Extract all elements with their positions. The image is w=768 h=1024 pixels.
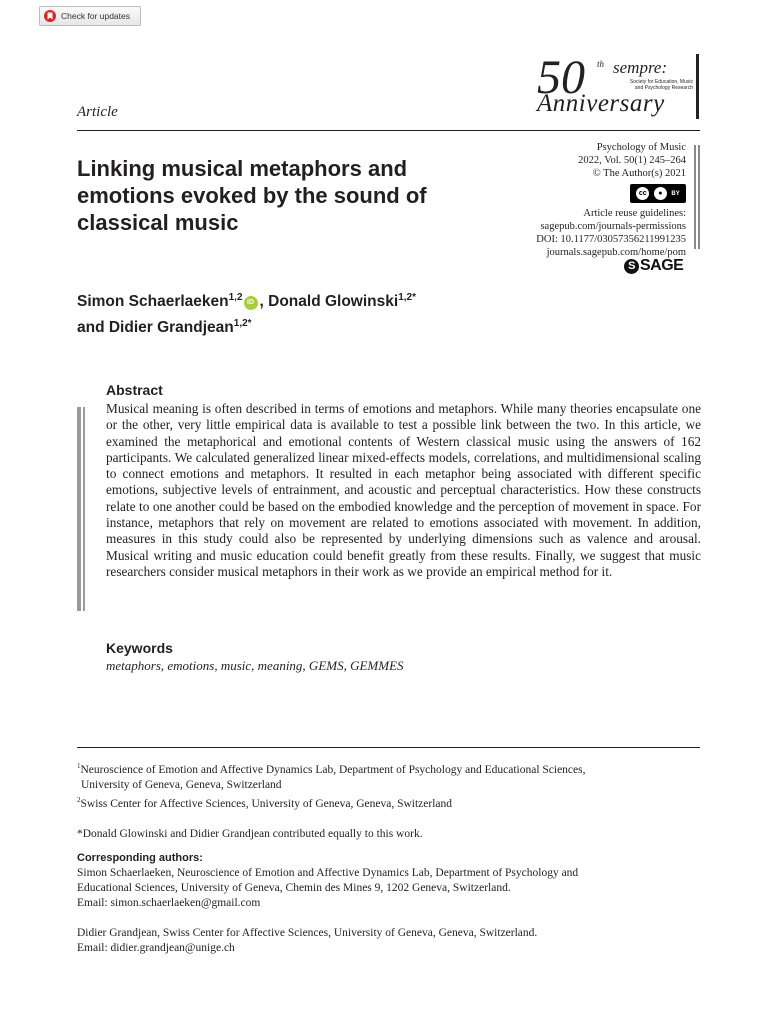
sempre-brand: sempre: [613, 58, 668, 77]
creative-commons-icon: cc [636, 187, 649, 200]
author-name: and Didier Grandjean [77, 319, 234, 337]
society-name: Society for Education, Music and Psychology Research [629, 79, 693, 91]
corresponding-author-1: Simon Schaerlaeken, Neuroscience of Emotion and Affective Dynamics Lab, Department of Psychology and [77, 866, 579, 879]
affiliation-text: Neuroscience of Emotion and Affective Dynamics Lab, Department of Psychology and Educational Sciences, [80, 763, 586, 776]
affiliation-text: Swiss Center for Affective Sciences, University of Geneva, Geneva, Switzerland [80, 797, 453, 810]
corresponding-author-2: Didier Grandjean, Swiss Center for Affective Sciences, University of Geneva, Geneva, Switzerland. [77, 926, 538, 939]
anniversary-superscript: th [597, 59, 605, 69]
check-for-updates-button[interactable] [39, 6, 141, 26]
corresponding-heading: Corresponding authors: [77, 851, 203, 864]
equal-contribution-note: *Donald Glowinski and Didier Grandjean contributed equally to this work. [77, 827, 423, 840]
check-for-updates-label: Check for updates [61, 11, 130, 21]
journal-side-bar-gap [696, 145, 698, 249]
sage-logo: S SAGE [624, 257, 683, 275]
journal-citation: 2022, Vol. 50(1) 245–264 [578, 155, 686, 166]
keywords-heading: Keywords [106, 640, 173, 656]
logo-divider [696, 54, 699, 119]
cc-by-label: BY [671, 190, 680, 197]
corresponding-author-2-email[interactable]: Email: didier.grandjean@unige.ch [77, 941, 235, 954]
article-title: Linking musical metaphors and emotions evoked by the sound of classical music [77, 156, 427, 235]
abstract-heading: Abstract [106, 382, 163, 398]
author-affiliation-sup: 1,2* [233, 318, 252, 330]
journal-name: Psychology of Music [596, 142, 686, 153]
corresponding-author-1-email[interactable]: Email: simon.schaerlaeken@gmail.com [77, 896, 261, 909]
reuse-label: Article reuse guidelines: [583, 208, 686, 219]
bookmark-icon [44, 9, 56, 23]
article-type: Article [77, 104, 118, 120]
journal-home-link[interactable]: journals.sagepub.com/home/pom [546, 247, 686, 258]
author-name: , Donald Glowinski [259, 293, 399, 311]
affiliation-1 [77, 759, 677, 778]
sage-s-icon: S [624, 259, 639, 274]
author-name: Simon Schaerlaeken [77, 293, 229, 311]
affiliation-2 [77, 793, 677, 812]
reuse-link[interactable]: sagepub.com/journals-permissions [540, 221, 686, 232]
abstract-side-bar [77, 407, 81, 611]
author-affiliation-sup: 1,2 [228, 292, 243, 303]
abstract-side-bar-thin [83, 407, 85, 611]
footnotes [77, 759, 677, 956]
doi-link[interactable]: DOI: 10.1177/03057356211991235 [536, 234, 686, 245]
cc-license-badge[interactable] [630, 184, 686, 203]
affiliation-number: 1 [77, 762, 81, 770]
corresponding-author-1-cont: Educational Sciences, University of Geneva, Chemin des Mines 9, 1202 Geneva, Switzerland. [77, 881, 511, 894]
affiliation-1-cont: University of Geneva, Geneva, Switzerland [81, 778, 282, 791]
anniversary-word: Anniversary [537, 90, 665, 117]
abstract-text: Musical meaning is often described in terms of emotions and metaphors. While many theories encapsulate one or the other, very little empirical data is available to test a possible link between the two. In this article, we examined the metaphorical and emotional contents of Western classical music using the answers of 162 participants. We calculated generalized linear mixed-effects models, correlations, and multidimensional scaling to connect emotions and metaphors. It resulted in each metaphor being associated with different specific emotions, subjective levels of entrainment, and acoustic and perceptual characteristics. How these constructs relate to one another could be based on the embodied knowledge and the perception of movement in space. For instance, metaphors that rely on movement are related to emotions associated with movement. In addition, measures in this study could also be represented by underlying dimensions such as valence and arousal. Musical writing and music education could benefit greatly from these results. Finally, we suggest that music researchers consider musical metaphors in their work as we provide an empirical method for it. [106, 401, 701, 579]
affiliation-number: 2 [77, 795, 81, 804]
author-affiliation-sup: 1,2* [398, 292, 416, 303]
orcid-icon[interactable]: iD [244, 296, 258, 310]
footnote-rule [77, 747, 700, 748]
author-list [77, 287, 677, 339]
header-rule [77, 130, 700, 131]
attribution-icon: ● [654, 187, 667, 200]
anniversary-number: 50 [537, 51, 585, 104]
keywords-text: metaphors, emotions, music, meaning, GEMS, GEMMES [106, 658, 404, 673]
copyright: © The Author(s) 2021 [592, 168, 686, 179]
